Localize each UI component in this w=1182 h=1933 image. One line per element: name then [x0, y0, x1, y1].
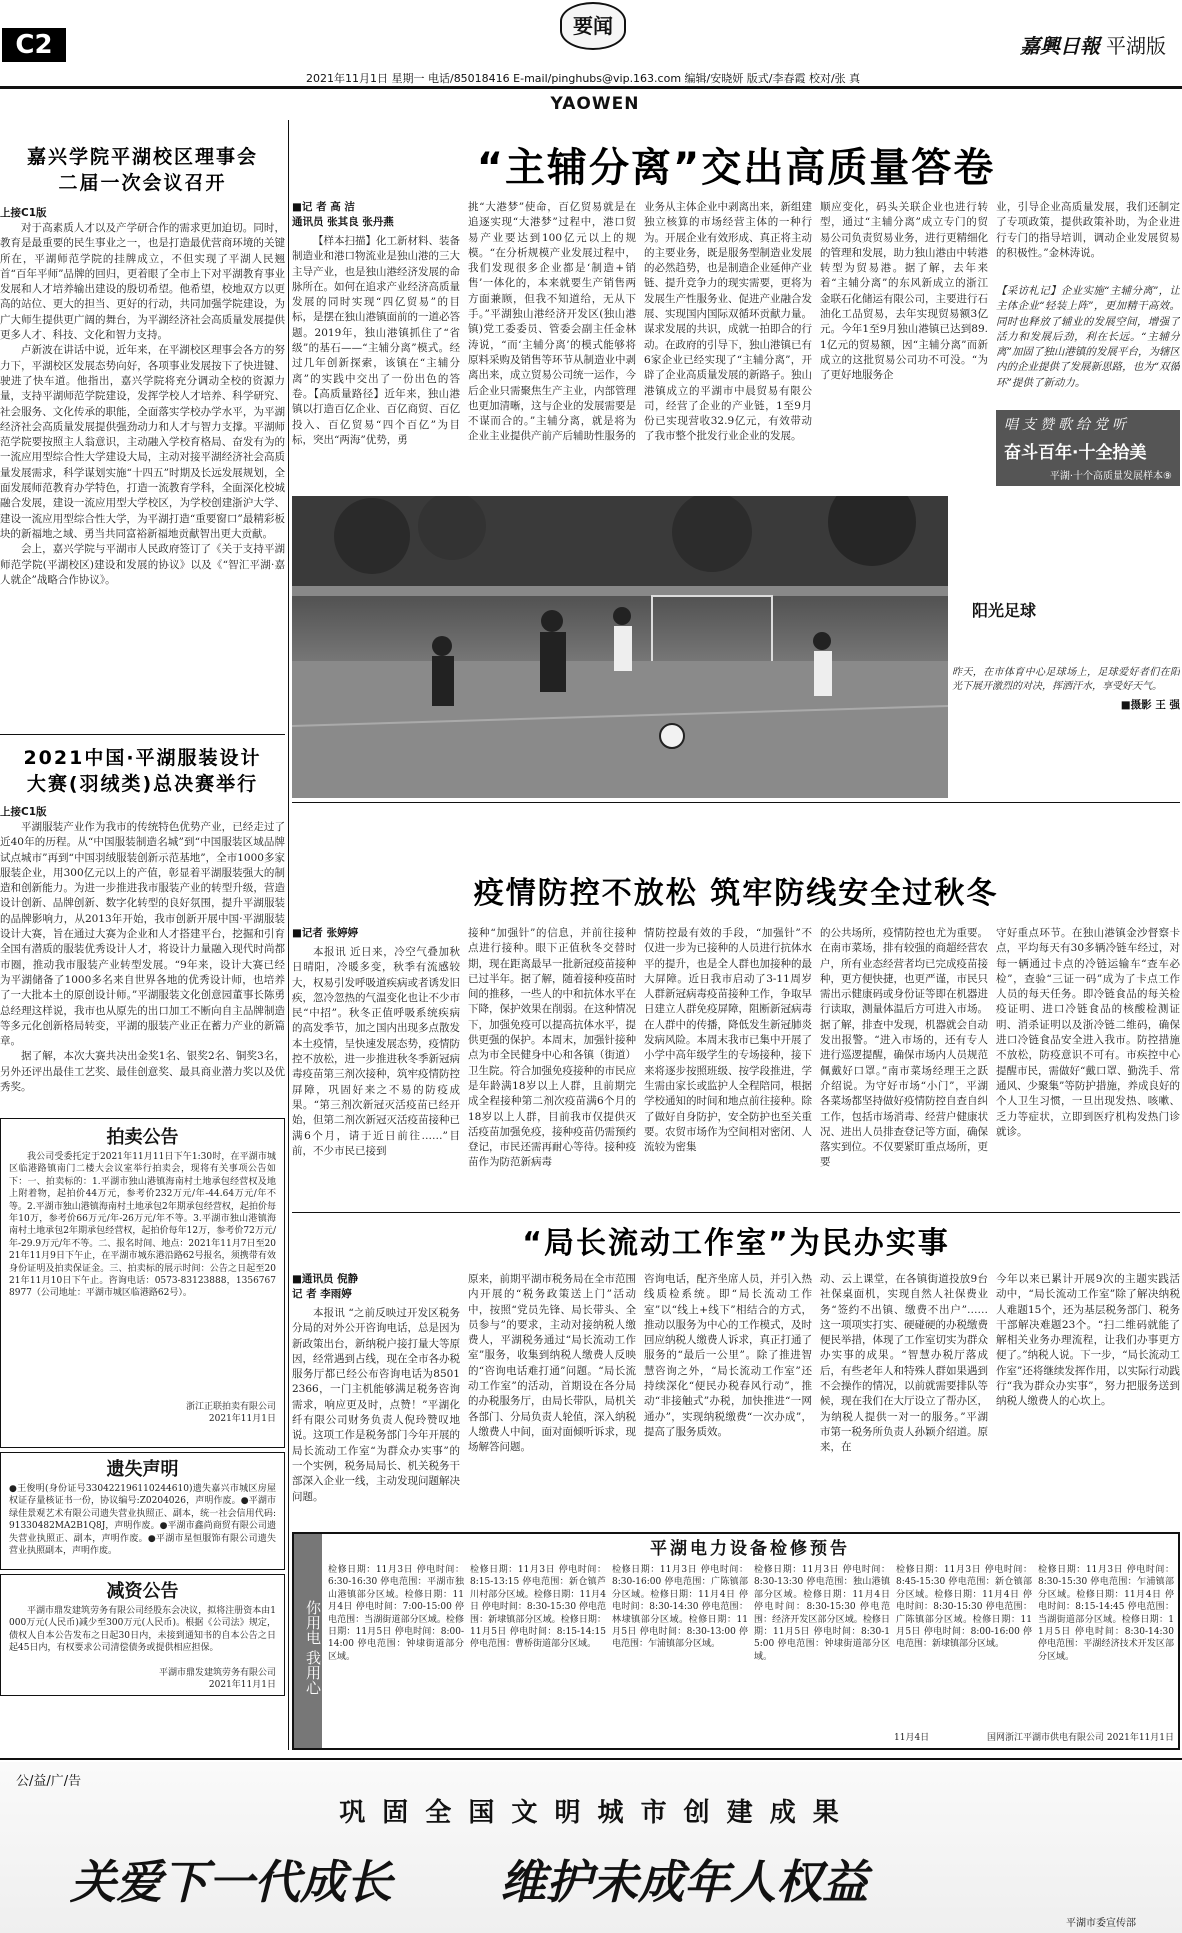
- main-col-1: [292, 200, 460, 488]
- main-col-4: 顺应变化，码头关联企业也进行转型，通过“主辅分离”成立专门的贸易公司负责贸易业务，进行更精细化的管理和发展，助力独山港由中转港转型为贸易港。据了解，去年来着“主辅分离”的东风新成立的浙江金联石化储运有限公司，主要进行石油化工品贸易，去年实现贸易额3亿元。今年1至9月独山港镇已达到89.1亿元的贸易额，因“主辅分离”而新成立的这批贸易公司功不可没。“为了更好地服务企: [820, 201, 988, 382]
- lost-notice-title: 遗失声明: [106, 1459, 179, 1480]
- power-notice-title: 平湖电力设备检修预告: [650, 1539, 850, 1559]
- power-side-banner: 你用电 我用心: [294, 1534, 322, 1748]
- epidemic-col1-text: 本报讯 近日来，冷空气叠加秋日晴阳，冷暖多变，秋季有流感较大，权易引发呼吸道疾病或者诱发旧疾，忽冷忽热的气温变化也让不少市民“中招”。秋冬正值呼吸系统疾病的高发季节，加之国内出现多点散发本土疫情，呈快速发展态势，疫情防控不放松，进一步推进秋冬季新冠病毒疫苗第三剂次接种，筑牢疫情防控屏障，巩固好来之不易的防疫成果。“第三剂次新冠灭活疫苗已经开始，但第二剂次新冠灭活疫苗接种已满6个月，请于近日前往……”目前，不少市民已接到: [292, 946, 460, 1157]
- article1-title-line2: 二届一次会议召开: [58, 172, 227, 194]
- article1-para1: 对于高素质人才以及产学研合作的需求更加迫切。同时，教育是最重要的民生事业之一，也是打造最优营商环境的关键所在，平湖师范学院的挂牌成立，不但实现了平湖人民翘首“百年平师”品牌的回归，更着眼了全市上下对平湖教育事业发展和人才培养输出建设的殷切希望。他希望，校地双方以更高的站位、更大的担当、更好的行动，共同加强学院建设，为广大师生提供更广阔的舞台，为平湖经济社会高质量发展提供更多人才、科技、文化和智力支持。: [0, 222, 285, 342]
- power-maintenance-notice: [292, 1532, 1180, 1750]
- power-col-6: 检修日期：11月3日 停电时间：8:30-15:30 停电范围：乍浦镇部分区域。检修日期：11月4日 停电时间：8:15-14:45 停电范围：当湖街道部分区域。检修日期：11月5日 停电时间：8:30-14:30 停电范围：平湖经济技术开发区部分区域。: [1038, 1565, 1174, 1662]
- main-col5-note: 【采访札记】企业实施“主辅分离”，让主体企业“轻装上阵”，更加精干高效。同时也释放了辅业的发展空间，增强了活力和发展后劲，利在长远。“主辅分离”加固了独山港镇的发展平台，为辖区内的企业提供了发展新思路，也为“双循环”提供了新动力。: [996, 285, 1180, 389]
- header-rule: [0, 86, 1182, 89]
- article2-title-line2: 大赛(羽绒类)总决赛举行: [26, 773, 259, 795]
- main-col5-text: 业，引导企业高质量发展，我们还制定了专项政策，提供政策补助，为企业进行专门的指导培训，调动企业发展贸易的积极性。”金林涛说。: [996, 201, 1180, 259]
- main-byline-correspondent: 通讯员 张其良 张丹燕: [292, 216, 394, 228]
- date-line: 2021年11月1日 星期一 电话/85018416 E-mail/pinghubs@vip.163.com 编辑/安晓妍 版式/李春霞 校对/张 真: [306, 72, 861, 85]
- series-banner-sub: 平湖·十个高质量发展样本⑨: [1049, 471, 1172, 482]
- power-footer-left: 11月4日: [894, 1733, 930, 1743]
- section-en-label: YAOWEN: [550, 94, 640, 114]
- studio-col-2: 原来，前期平湖市税务局在全市范围内开展的“税务政策送上门”活动中，按照“党员先锋、局长带头、全员参与”的要求，主动对接纳税人缴费人，平湖税务通过“局长流动工作室”服务，收集到纳税人缴费人反映的“咨询电话难打通”问题。“局长流动工作室”的活动，首期设在各分局的办税服务厅，由局长带队，局机关各部门、分局负责人轮值，深入纳税人缴费人中间，面对面倾听诉求，现场解答问题。: [468, 1273, 636, 1454]
- article1-para3: 会上，嘉兴学院与平湖市人民政府签订了《关于支持平湖师范学院(平湖校区)建设和发展的协议》以及《“智汇平湖·嘉人就企”战略合作协议》。: [0, 543, 285, 586]
- series-banner: [996, 410, 1180, 486]
- studio-byline-1: ■通讯员 倪静: [292, 1273, 359, 1285]
- section-title-badge: 要闻: [560, 2, 626, 50]
- auction-notice-sign: 浙江正联拍卖有限公司: [185, 1402, 276, 1412]
- power-col-2: 检修日期：11月3日 停电时间：8:15-13:15 停电范围：新仓镇芦川村部分区域。检修日期：11月4日 停电时间：8:30-15:30 停电范围：新埭镇部分区域。检修日期：11月5日 停电时间：8:15-14:15 停电范围：曹桥街道部分区域。: [470, 1565, 606, 1650]
- article2-para2: 据了解，本次大赛共决出金奖1名、银奖2名、铜奖3名，另外还评出最佳工艺奖、最佳创意奖、最具商业潜力奖以及优秀奖。: [0, 1050, 285, 1094]
- auction-notice-title: 拍卖公告: [106, 1127, 179, 1148]
- series-banner-top: 唱支赞歌给党听: [1004, 417, 1130, 433]
- left-divider-1: [0, 734, 285, 735]
- photo-caption-block: [952, 596, 1180, 796]
- photo-title: 阳光足球: [972, 601, 1037, 620]
- studio-body: [292, 1272, 1180, 1530]
- studio-col-5: 今年以来已累计开展9次的主题实践活动中，“局长流动工作室”除了解决纳税人难题15个，还为基层税务部门、税务干部解决难题23个。“扫二维码就能了解相关业务办理流程，让我们办事更方便了。”纳税人说。下一步，“局长流动工作室”还将继续发挥作用，以实际行动践行“我为群众办实事”，努力把服务送到纳税人缴费人的心坎上。: [996, 1273, 1180, 1408]
- auction-notice-body: 我公司受委托定于2021年11月11日下午1:30时，在平湖市城区临港路镇南门二楼大会议室举行拍卖会，现将有关事项公告如下：一、拍卖标的：1.平湖市独山港镇海南村土地承包经营权及地上附着物，起拍价44万元，参考价232万元/年-44.64万元/年不等。2.平湖市独山港镇海南村土地承包2年期承包经营权，起拍价每年10万，参考价66万元/年-26万元/年不等。3.平湖市独山港镇海南村土地承包2年期承包经营权，起拍价每年12万，参考价72万元/年-29.9万元/年不等。二、报名时间、地点：2021年11月7日至2021年11月9日下午止，在平湖市城东港沿路62号报名，须携带有效身份证明及拍卖保证金。三、拍卖标的展示时间：公告之日起至2021年11月10日下午止。咨询电话：0573-83123888，13567678977（公司地址：平湖市城区临港路62号）。: [9, 1152, 276, 1299]
- page-number-badge: C2: [2, 28, 66, 62]
- epidemic-col-1: [292, 926, 460, 1206]
- main-article-body: [292, 200, 1180, 488]
- studio-col1-text: 本报讯 “之前反映过开发区税务分局的对外公开咨询电话，总是因为新政策出台，新纳税户接打量大等原因，经常遇到占线，现在全市各办税服务厅都已经公布咨询电话为85012366，一门主机能够满足税务咨询需求，响应更及时，点赞！”平湖化纤有限公司财务负责人倪玲赞叹地说。这项工作是税务部门今年开展的局长流动工作室“为群众办实事”的一个实例，税务局局长、机关税务干部深入企业一线，主动发现问题解决问题。: [292, 1307, 460, 1503]
- article1-ref: 上接C1版: [0, 207, 47, 219]
- epidemic-headline: 疫情防控不放松 筑牢防线安全过秋冬: [473, 876, 999, 911]
- article1-para2: 卢新波在讲话中说，近年来，在平湖校区理事会各方的努力下，平湖校区发展态势向好，各项事业发展按下了快进键、驶进了快车道。他指出，嘉兴学院将充分调动全校的资源力量，支持平湖师范学院建设，发挥学校人才培养、科学研究、社会服务、文化传承的职能，全面落实学校办学水平，为平湖经济社会高质量发展提供强劲动力和人才与智力支撑。平湖师范学院要按照主人翁意识，主动融入学校育格局、奋发有为的一流应用型综合性大学建设大局，主动对接平湖经济社会高质量发展需求，科学谋划实施“十四五”时期及长远发展规划，全面发展师范教育办学特色，打造一流教育学科，全面深化校城融合发展，建设一流应用型大学校区，为学校创建浙沪大学、建设一流应用型综合性大学，为平湖打造“重要窗口”最精彩板块的新福地之域、勇当共同富裕新福地贡献智出更大贡献。: [0, 344, 285, 540]
- ad-line-2-right: 维护未成年人权益: [500, 1855, 868, 1909]
- capital-reduction-sign: 平湖市鼎发建筑劳务有限公司: [158, 1668, 276, 1678]
- edition-label: 平湖版: [1106, 34, 1166, 58]
- ad-corner-credit: 平湖市委宣传部: [1066, 1918, 1136, 1929]
- left-column-divider: [288, 120, 289, 1750]
- article2-ref: 上接C1版: [0, 806, 47, 818]
- epidemic-col-3: 情防控最有效的手段，“加强针”不仅进一步为已接种的人员进行抗体水平的提升，也是全人群也加接种的最大屏障。近日我市启动了3-11周岁人群新冠病毒疫苗接种工作，争取早日建立人群免疫屏障，阻断新冠病毒在人群中的传播，降低发生新冠肺炎发病风险。本周末我市已集中开展了小学中高年级学生的专场接种，接下来将逐步按照班级、按学段推进，学生需由家长或监护人全程陪同，根据学校通知的时间和地点前往接种。除了做好自身防护，安全防护也至关重要。农贸市场作为空间相对密闭、人流较为密集: [644, 927, 812, 1154]
- epidemic-col-5: 守好重点环节。在独山港镇金沙督察卡点，平均每天有30多辆冷链车经过，对每一辆通过卡点的冷链运输车“查车必检”，查验“三证一码”成为了卡点工作人员的每天任务。即冷链食品的每关检疫证明、进口冷链食品的核酸检测证明、消杀证明以及浙冷链二维码，确保进口冷链食品安全进入我市。防控措施不放松，防疫意识不可有。市疾控中心提醒市民，需做好“戴口罩、勤洗手、常通风、少聚集”等防护措施，养成良好的个人卫生习惯，一旦出现发热、咳嗽、乏力等症状，立即到医疗机构发热门诊就诊。: [996, 927, 1180, 1138]
- studio-headline: “局长流动工作室”为民办实事: [522, 1226, 950, 1261]
- main-col-5: [996, 200, 1180, 488]
- epidemic-top-rule: [292, 802, 1180, 803]
- ad-top-rule: [0, 1758, 1182, 1760]
- ad-line-1: 巩 固 全 国 文 明 城 市 创 建 成 果: [339, 1798, 843, 1828]
- lost-notice: [0, 1452, 285, 1570]
- capital-reduction-body: 平湖市鼎发建筑劳务有限公司经股东会决议，拟将注册资本由1000万元(人民币)减少至300万元(人民币)。根据《公司法》规定，债权人自本公告发布之日起30日内，未接到通知书的自本公告之日起45日内，有权要求公司清偿债务或提供相应担保。: [9, 1606, 276, 1654]
- power-col-3: 检修日期：11月3日 停电时间：8:30-16:00 停电范围：广陈镇部分区域。检修日期：11月4日 停电时间：8:30-14:30 停电范围：林埭镇部分区域。检修日期：11月5日 停电时间：8:30-13:00 停电范围：乍浦镇部分区域。: [612, 1565, 748, 1650]
- ad-line-2-left: 关爱下一代成长: [70, 1855, 392, 1909]
- public-service-ad: [0, 1762, 1182, 1933]
- studio-col-1: [292, 1272, 460, 1530]
- photo-scene-icon: [292, 496, 948, 798]
- main-byline-reporter: ■记 者 高 洁: [292, 201, 355, 213]
- left-column: [0, 120, 285, 1750]
- power-col-4: 检修日期：11月3日 停电时间：8:30-13:30 停电范围：独山港镇部分区域。检修日期：11月4日 停电时间：8:30-15:30 停电范围：经济开发区部分区域。检修日期：11月5日 停电时间：8:30-15:00 停电范围：钟埭街道部分区域。: [754, 1565, 890, 1662]
- main-col-3: 业务从主体企业中剥离出来，新组建独立核算的市场经营主体的一种行为。开展企业有效形成、真正将主动的主要业务，既是服务型制造业发展的必然趋势，也是制造企业延伸产业链、提升竞争力的现实需要，更将为发展生产性服务业、促进产业融合发展、实现国内国际双循环贡献力量。谋求发展的共识，成就一拍即合的行动。在政府的引导下，独山港镇已有6家企业已经实现了“主辅分离”，开辟了企业高质量发展的新路子。独山港镇成立的平湖市中晨贸易有限公司，经营了企业的产业链，1至9月份已实现营收32.9亿元，有效带动了我市整个批发行业企业的发展。: [644, 201, 812, 443]
- article2-title-line1: 2021中国·平湖服装设计: [23, 747, 262, 769]
- studio-top-rule: [292, 1212, 1180, 1213]
- main-col1-text: 【样本扫描】化工新材料、装备制造业和港口物流业是独山港的三大主导产业，也是独山港经济发展的命脉所在。如何在追求产业经济高质量发展的同时实现“四亿贸易”的目标，是摆在独山港镇面前的一道必答题。2019年，独山港镇抓住了“省级”的基石——“主辅分离”模式。经过几年创新探索，该镇在“主辅分离”的实践中交出了一份出色的答卷。【高质量路径】近年来，独山港镇以打造百亿企业、百亿商贸、百亿投入、百亿贸易“四个百亿”为目标，突出“两海”优势，勇: [292, 235, 460, 446]
- article2-body: [0, 820, 285, 1110]
- photo-credit: ■摄影 王 强: [1120, 699, 1180, 711]
- power-footer-right: 国网浙江平湖市供电有限公司 2021年11月1日: [987, 1733, 1174, 1743]
- studio-byline-2: 记 者 李雨婷: [292, 1288, 352, 1300]
- capital-reduction-title: 减资公告: [106, 1581, 179, 1602]
- main-col-2: 挑“大港梦”使命，百亿贸易就是在追逐实现“大港梦”过程中，港口贸易产业要达到100亿元以上的规模。“在分析规模产业发展过程中，我们发现很多企业都是‘制造+销售’一体化的，本来就要生产销售两方面兼顾，但我不知道给，无从下手。”平湖独山港经济开发区(独山港镇)党工委委员、管委会副主任金林涛说，“而‘主辅分离’的模式能够将原料采购及销售等环节从制造业中剥离出来，成立贸易公司统一运作，今后企业只需聚焦生产主业，内部管理也更加清晰，这与企业的发展需要是不谋而合的。”主辅分离，就是将为企业主业提供产前产后辅助性服务的: [468, 201, 636, 443]
- series-banner-main: 奋斗百年·十全拾美: [1004, 443, 1147, 463]
- lost-notice-body: ●王俊明(身份证号330422196110244610)遗失嘉兴市城区房屋权证存量核证书一份，协议编号:Z0204026，声明作废。●平湖市绿佳景观艺术有限公司遗失营业执照正、副本，统一社会信用代码:91330482MA2B1Q8J，声明作废。●平湖市鑫尚商贸有限公司遗失营业执照正、副本，声明作废。●平湖市星恒服饰有限公司遗失营业执照副本，声明作废。: [9, 1484, 276, 1557]
- football-photo: [292, 496, 948, 798]
- capital-reduction-date: 2021年11月1日: [208, 1680, 276, 1691]
- epidemic-body: [292, 926, 1180, 1206]
- auction-notice-date: 2021年11月1日: [208, 1414, 276, 1425]
- capital-reduction-notice: [0, 1574, 285, 1696]
- studio-col-3: 咨询电话，配齐坐席人员，并引入热线质检系统。即“局长流动工作室”以“线上+线下”相结合的方式，推动以服务为中心的工作模式，及时回应纳税人缴费人诉求，真正打通了服务的“最后一公里”。除了推进智慧咨询之外，“局长流动工作室”还持续深化“便民办税春风行动”，推动“非接触式”办税，加快推进“一网通办”，实现纳税缴费“一次办成”，提高了服务质效。: [644, 1273, 812, 1438]
- brand-logo: 嘉興日報: [1020, 34, 1100, 58]
- epidemic-byline: ■记者 张婷婷: [292, 927, 359, 939]
- main-headline: “主辅分离”交出高质量答卷: [476, 145, 996, 191]
- epidemic-col-4: 的公共场所，疫情防控也尤为重要。在南市菜场，排有较强的商超经营农户，所有业态经营者均已完成疫苗接种，更方便快捷，也更严谨，市民只需出示健康码或身份证等即在机器进行读取，测量体温后方可进入市场。据了解，排查中发现，机器就会自动发出报警。“进入市场的，还有专人进行巡逻提醒，确保市场内人员规范佩戴好口罩。”南市菜场经理王之跃介绍说。为守好市场“小门”，平湖各菜场都坚持做好疫情防控自查自纠工作，包括市场消毒、经营户健康状况、进出人员排查登记等方面，确保落实到位。不仅要紧盯重点场所，更要: [820, 927, 988, 1169]
- power-col-5: 检修日期：11月3日 停电时间：8:45-15:30 停电范围：新仓镇部分区域。检修日期：11月4日 停电时间：8:30-15:30 停电范围：广陈镇部分区域。检修日期：11月5日 停电时间：8:00-16:00 停电范围：新埭镇部分区域。: [896, 1565, 1032, 1650]
- article2-para1: 平湖服装产业作为我市的传统特色优势产业，已经走过了近40年的历程。从“中国服装制造名城”到“中国服装区域品牌试点城市”再到“中国羽绒服装创新示范基地”，全市1000多家服装企业，用300亿元以上的产值，彰显着平湖服装强大的制造和创新能力。为进一步推进我市服装产业的转型升级，营造设计创新、品牌创新、数字化转型的良好氛围，提升平湖服装的品牌影响力，从2013年开始，我市创新开展中国·平湖服装设计大赛，旨在通过大赛为企业和人才搭建平台，挖掘和引育全国有潜质的服装优秀设计人才，将设计力量融入现代时尚都市圈，推动我市服装产业转型发展。“9年来，设计大赛已经为平湖储备了1000多名来自世界各地的优秀设计师，也培养了一大批本土的原创设计师。”平湖服装文化创意园董事长陈勇总经理这样说，我市也从原先的出口加工不断向自主品牌制造等多元化创新格局转变，平湖的服装产业正在蓄力产业的新篇章。: [0, 821, 285, 1048]
- power-col-1: 检修日期：11月3日 停电时间：6:30-16:30 停电范围：平湖市独山港镇部分区域。检修日期：11月4日 停电时间：7:00-15:00 停电范围：当湖街道部分区域。检修日期：11月5日 停电时间：8:00-14:00 停电范围：钟埭街道部分区域。: [328, 1565, 464, 1662]
- ad-tag: 公/益/广/告: [16, 1774, 82, 1789]
- auction-notice: [0, 1118, 285, 1448]
- epidemic-col-2: 接种“加强针”的信息，并前往接种点进行接种。眼下正值秋冬交替时期，现在距离最早一批新冠疫苗接种已过半年。据了解，随着接种疫苗时间的推移，一些人的中和抗体水平在下降，保护效果在削弱。在这种情况下，加强免疫可以提高抗体水平，提供更强的保护。本周末，加强针接种点为市全民健身中心和各镇（街道）卫生院。符合加强免疫接种的市民应是年龄满18岁以上人群，且前期完成全程接种第二剂次疫苗满6个月的18岁以上人群，目前我市仅提供灭活疫苗加强免疫，接种疫苗仍需预约登记，市民还需再耐心等待。接种疫苗作为防范新病毒: [468, 927, 636, 1169]
- studio-col-4: 动、云上课堂，在各镇街道投放9台社保桌面机，实现自然人社保费业务“签约不出镇、缴费不出户”……这一项项实打实、硬碰硬的办税缴费便民举措，体现了工作室切实为群众办实事的成果。“智慧办税厅落成后，有些老年人和特殊人群如果遇到不会操作的情况，以前就需要排队等候，现在我们在大厅设立了帮办区，为纳税人提供一对一的服务。”平湖市第一税务所负责人孙颖介绍道。原来，在: [820, 1273, 988, 1454]
- article1-body: [0, 221, 285, 726]
- photo-caption: 昨天，在市体育中心足球场上，足球爱好者们在阳光下展开激烈的对决，挥洒汗水，享受好天气。: [952, 667, 1180, 692]
- article1-title-line1: 嘉兴学院平湖校区理事会: [26, 146, 258, 168]
